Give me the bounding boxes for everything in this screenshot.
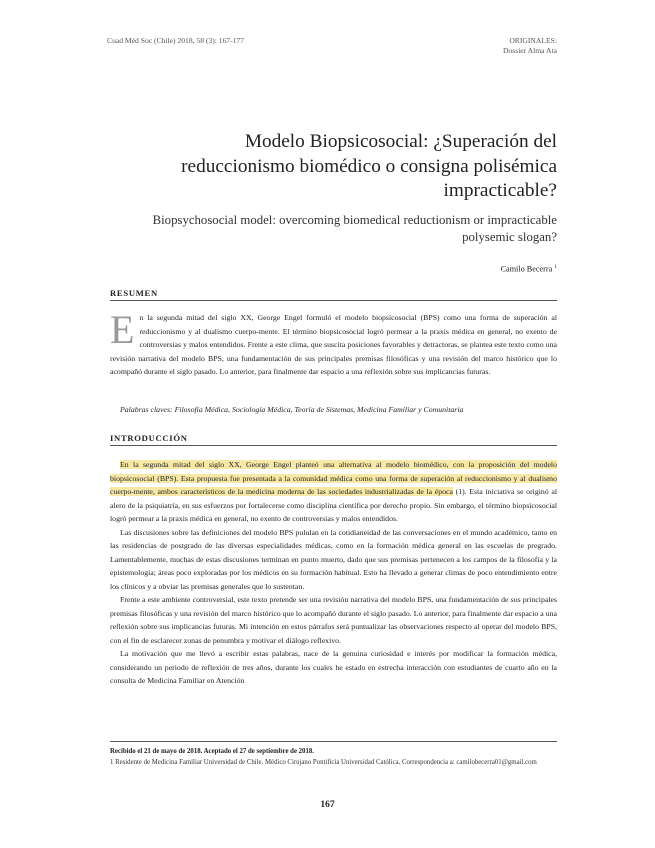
intro-paragraph-4: La motivación que me llevó a escribir estas palabras, nace de la genuina curiosidad e interés por modificar la formación médica, considerando un periodo de reflexión de tres años, durante los cuales he estado en estrecha interacción con estudiantes de cuarto año en la consulta de Medicina Familiar en Atención xyxy=(110,649,557,685)
author-line xyxy=(501,264,557,274)
article-title: Modelo Biopsicosocial: ¿Superación del reduccionismo biomédico o consigna polisémica impracticable? xyxy=(181,131,557,201)
abstract-rule xyxy=(110,300,557,301)
author-footnote-mark: 1 xyxy=(554,264,557,270)
highlighted-text: En la segunda mitad del siglo XX, George Engel planteó una alternativa al modelo biomédico, con la proposición del modelo biopsicosocial (BPS). Esta propuesta fue presentada a la comunidad médica como una forma de superación al reduccionismo y al dualismo cuerpo-mente, ambos característicos de la medicina moderna de las sociedades industrializadas de la época xyxy=(110,460,557,496)
introduction-heading: INTRODUCCIÓN xyxy=(110,433,188,443)
drop-cap: E xyxy=(110,307,135,352)
author-name: Camilo Becerra xyxy=(500,264,553,274)
author-affiliation: 1 Residente de Medicina Familiar Universidad de Chile. Médico Cirujano Pontificia Universidad Católica. Correspondencia a: camilobecerra01@gmail.com xyxy=(110,758,537,766)
footnote-rule xyxy=(110,741,557,742)
section-label xyxy=(503,36,557,56)
received-dates: Recibido el 21 de mayo de 2018. Aceptado el 27 de septiembre de 2018. xyxy=(110,748,314,755)
introduction-body xyxy=(110,458,557,688)
intro-paragraph-1 xyxy=(110,458,557,526)
introduction-rule xyxy=(110,445,557,446)
intro-paragraph-2: Las discusiones sobre las definiciones del modelo BPS pululan en la cotidianeidad de las conversaciones en el mundo académico, tanto en las residencias de postgrado de las diversas especialidades médicas, como en la formación médica general en las escuelas de pregrado. Lamentablemente, muchas de estas discusiones terminan en punto muerto, dado que sus premisas pertenecen a los campos de la filosofía y la epistemología; áreas poco exploradas por los médicos en su formación habitual. Esto ha llevado a generar climas de poco entendimiento entre los clínicos y a obviar las premisas generales que lo sustentan. xyxy=(110,527,557,591)
dossier-name: Dossier Alma Ata xyxy=(503,46,557,55)
section-name: ORIGINALES: xyxy=(509,36,557,45)
article-subtitle: Biopsychosocial model: overcoming biomedical reductionism or impracticable polysemic slogan? xyxy=(152,213,557,244)
footnotes xyxy=(110,747,557,768)
journal-citation: Cuad Méd Soc (Chile) 2018, 58 (3): 167-177 xyxy=(107,36,245,45)
keywords: Palabras claves: Filosofía Médica, Sociología Médica, Teoría de Sistemas, Medicina Familiar y Comunitaria xyxy=(120,405,464,414)
abstract-body xyxy=(110,307,557,379)
intro-paragraph-3: Frente a este ambiente controversial, este texto pretende ser una revisión narrativa del modelo BPS, una fundamentación de sus principales premisas filosóficas y una revisión del marco histórico que lo acompañó durante el siglo pasado. Lo anterior, para finalmente dar espacio a una reflexión sobre sus implicancias futuras. Mi intención en estos párrafos será puntualizar las observaciones respecto al operar del modelo BPS, con el fin de esclarecer zonas de penumbra y motivar el diálogo reflexivo. xyxy=(110,595,557,645)
abstract-text: n la segunda mitad del siglo XX, George Engel formuló el modelo biopsicosocial (BPS) como una forma de superación al reduccionismo y al dualismo cuerpo-mente. El término biopsicosocial logró permear a la praxis médica en general, no exento de controversias y malos entendidos. Frente a este clima, que suscita posiciones favorables y detractoras, se plantea este texto como una revisión narrativa del modelo BPS, una fundamentación de sus principales premisas filosóficas y una revisión del marco histórico que lo acompañó durante el siglo pasado. Lo anterior, para finalmente dar espacio a una reflexión sobre sus implicancias futuras. xyxy=(110,313,557,376)
abstract-heading: RESUMEN xyxy=(110,288,158,298)
page-number: 167 xyxy=(320,800,335,810)
intro-paragraph-1-rest: (1). Esta iniciativa se originó al alero de la psiquiatría, en sus esfuerzos por fortalecerse como disciplina científica por derecho propio. Sin embargo, el término biopsicosocial logró permear a la praxis médica en general, no exento de controversias y malos entendidos. xyxy=(110,487,557,523)
